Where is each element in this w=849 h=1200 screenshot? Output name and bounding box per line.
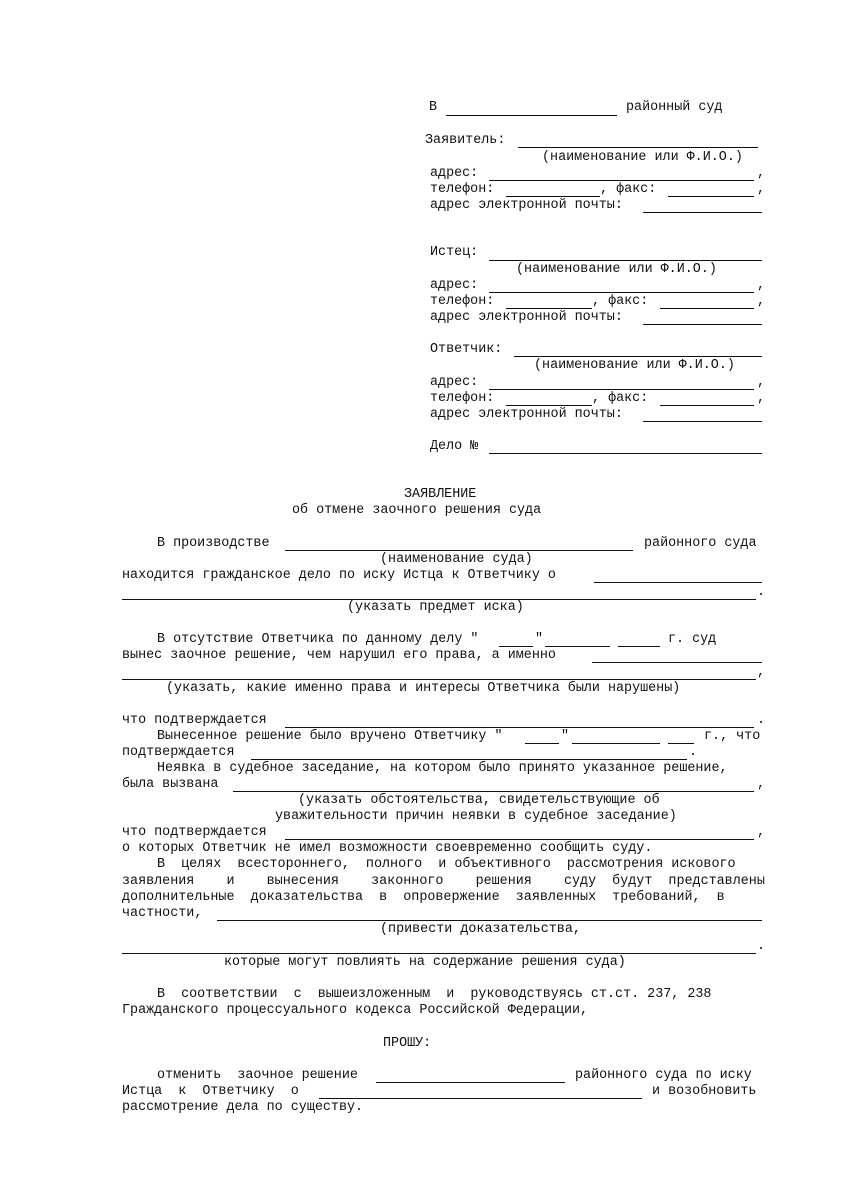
case-text: находится гражданское дело по иску Истца к Ответчику о xyxy=(122,568,556,583)
request-subject-field[interactable] xyxy=(319,1098,642,1099)
applicant-fax-blank[interactable] xyxy=(668,196,754,197)
confirmed-text-3: что подтверждается xyxy=(122,825,267,840)
plaintiff-hint: (наименование или Ф.И.О.) xyxy=(516,262,717,277)
plaintiff-name-blank[interactable] xyxy=(489,260,762,261)
delivered-text: Вынесенное решение было вручено Ответчику " xyxy=(157,729,503,744)
absence-reason-hint-2: уважительности причин неявки в судебное заседание) xyxy=(275,809,677,824)
comma: , xyxy=(757,825,766,840)
delivery-confirmation-field[interactable] xyxy=(251,759,687,760)
comma: , xyxy=(757,375,766,390)
reason-confirmation-field[interactable] xyxy=(285,839,754,840)
plaintiff-defendant-text: Истца к Ответчику о xyxy=(122,1084,299,1099)
delivery-year-field[interactable] xyxy=(668,743,694,744)
plaintiff-phone-label: телефон: xyxy=(430,294,495,309)
comma: , xyxy=(757,182,766,197)
confirmed-text: что подтверждается xyxy=(122,713,267,728)
document-title: ЗАЯВЛЕНИЕ xyxy=(404,487,477,502)
court-hint: (наименование суда) xyxy=(380,552,533,567)
applicant-hint: (наименование или Ф.И.О.) xyxy=(542,150,743,165)
applicant-name-blank[interactable] xyxy=(518,147,758,148)
merits-text: рассмотрение дела по существу. xyxy=(122,1100,364,1115)
period: . xyxy=(757,585,766,600)
absence-reason-field[interactable] xyxy=(233,791,754,792)
court-suffix: районный суд xyxy=(626,100,723,115)
particular-text: частности, xyxy=(122,906,203,921)
evidence-field[interactable] xyxy=(217,920,762,921)
violated-rights-hint: (указать, какие именно права и интересы Ответчика были нарушены) xyxy=(166,681,681,696)
request-title: ПРОШУ: xyxy=(383,1036,432,1051)
defendant-address-blank[interactable] xyxy=(489,389,754,390)
delivery-month-field[interactable] xyxy=(572,743,660,744)
plaintiff-email-label: адрес электронной почты: xyxy=(430,310,623,325)
absence-reason-hint-1: (указать обстоятельства, свидетельствующие об xyxy=(298,793,660,808)
violated-rights-field-line2[interactable] xyxy=(122,679,756,680)
defendant-phone-blank[interactable] xyxy=(506,405,592,406)
plaintiff-address-label: адрес: xyxy=(430,278,479,293)
evidence-text-3: дополнительные доказательства в опровержение заявленных требований, в xyxy=(122,890,725,905)
applicant-email-label: адрес электронной почты: xyxy=(430,198,623,213)
delivery-year-suffix: г., что xyxy=(704,729,761,744)
confirmed-text-2: подтверждается xyxy=(122,745,235,760)
legal-basis-text-1: В соответствии с вышеизложенным и руководствуясь ст.ст. 237, 238 xyxy=(157,987,712,1002)
evidence-hint-2: которые могут повлиять на содержание решения суда) xyxy=(224,955,626,970)
applicant-label: Заявитель: xyxy=(425,133,506,148)
period: . xyxy=(689,745,698,760)
absence-reason-text: Неявка в судебное заседание, на котором было принято указанное решение, xyxy=(157,761,728,776)
court-name-field[interactable] xyxy=(285,550,633,551)
comma: , xyxy=(757,391,766,406)
case-number-blank[interactable] xyxy=(489,453,762,454)
plaintiff-label: Истец: xyxy=(430,245,479,260)
year-suffix: г. суд xyxy=(668,632,717,647)
plaintiff-phone-blank[interactable] xyxy=(506,308,592,309)
cancel-text: отменить заочное решение xyxy=(157,1068,358,1083)
applicant-address-label: адрес: xyxy=(430,166,479,181)
plaintiff-fax-blank[interactable] xyxy=(660,308,754,309)
defendant-name-blank[interactable] xyxy=(514,356,762,357)
comma: , xyxy=(757,294,766,309)
month-field[interactable] xyxy=(545,646,610,647)
confirmation-field[interactable] xyxy=(285,727,754,728)
request-court-field[interactable] xyxy=(376,1082,565,1083)
court-prefix: В xyxy=(429,100,438,115)
resume-text: и возобновить xyxy=(652,1084,757,1099)
plaintiff-address-blank[interactable] xyxy=(489,292,754,293)
defendant-fax-blank[interactable] xyxy=(660,405,754,406)
claim-subject-hint: (указать предмет иска) xyxy=(347,600,524,615)
applicant-phone-label: телефон: xyxy=(430,182,495,197)
defendant-email-label: адрес электронной почты: xyxy=(430,407,623,422)
comma: , xyxy=(757,166,766,181)
year-field[interactable] xyxy=(618,646,660,647)
defendant-phone-label: телефон: xyxy=(430,391,495,406)
defendant-hint: (наименование или Ф.И.О.) xyxy=(534,358,735,373)
comma: , xyxy=(757,777,766,792)
absence-text: В отсутствие Ответчика по данному делу " xyxy=(157,632,479,647)
period: . xyxy=(757,713,766,728)
evidence-text-2: заявления и вынесения законного решения суду будут представлены xyxy=(122,874,765,889)
court-name-blank[interactable] xyxy=(446,115,617,116)
plaintiff-fax-label: , факс: xyxy=(592,294,649,309)
case-label: Дело № xyxy=(430,439,479,454)
defendant-address-label: адрес: xyxy=(430,375,479,390)
plaintiff-email-blank[interactable] xyxy=(643,324,762,325)
comma: , xyxy=(757,665,766,680)
decision-text: вынес заочное решение, чем нарушил его права, а именно xyxy=(122,648,556,663)
defendant-email-blank[interactable] xyxy=(643,421,762,422)
evidence-hint: (привести доказательства, xyxy=(380,922,581,937)
court-claim-text: районного суда по иску xyxy=(575,1068,752,1083)
day-field[interactable] xyxy=(499,646,533,647)
applicant-email-blank[interactable] xyxy=(643,212,762,213)
evidence-text-1: В целях всестороннего, полного и объективного рассмотрения искового xyxy=(157,857,736,872)
production-text: В производстве xyxy=(157,536,270,551)
comma: , xyxy=(757,278,766,293)
caused-by-text: была вызвана xyxy=(122,777,219,792)
defendant-label: Ответчик: xyxy=(430,342,503,357)
legal-basis-text-2: Гражданского процессуального кодекса Российской Федерации, xyxy=(122,1003,589,1018)
applicant-fax-label: , факс: xyxy=(600,182,657,197)
document-subtitle: об отмене заочного решения суда xyxy=(292,503,542,518)
evidence-field-line2[interactable] xyxy=(122,953,756,954)
applicant-phone-blank[interactable] xyxy=(506,196,600,197)
notification-text: о которых Ответчик не имел возможности своевременно сообщить суду. xyxy=(122,841,653,856)
quote-mark: " xyxy=(561,729,570,744)
claim-subject-field[interactable] xyxy=(594,582,762,583)
period: . xyxy=(757,939,766,954)
court-text: районного суда xyxy=(644,536,757,551)
defendant-fax-label: , факс: xyxy=(592,391,649,406)
violated-rights-field[interactable] xyxy=(592,662,762,663)
quote-mark: " xyxy=(535,632,544,647)
delivery-day-field[interactable] xyxy=(525,743,559,744)
applicant-address-blank[interactable] xyxy=(489,180,754,181)
